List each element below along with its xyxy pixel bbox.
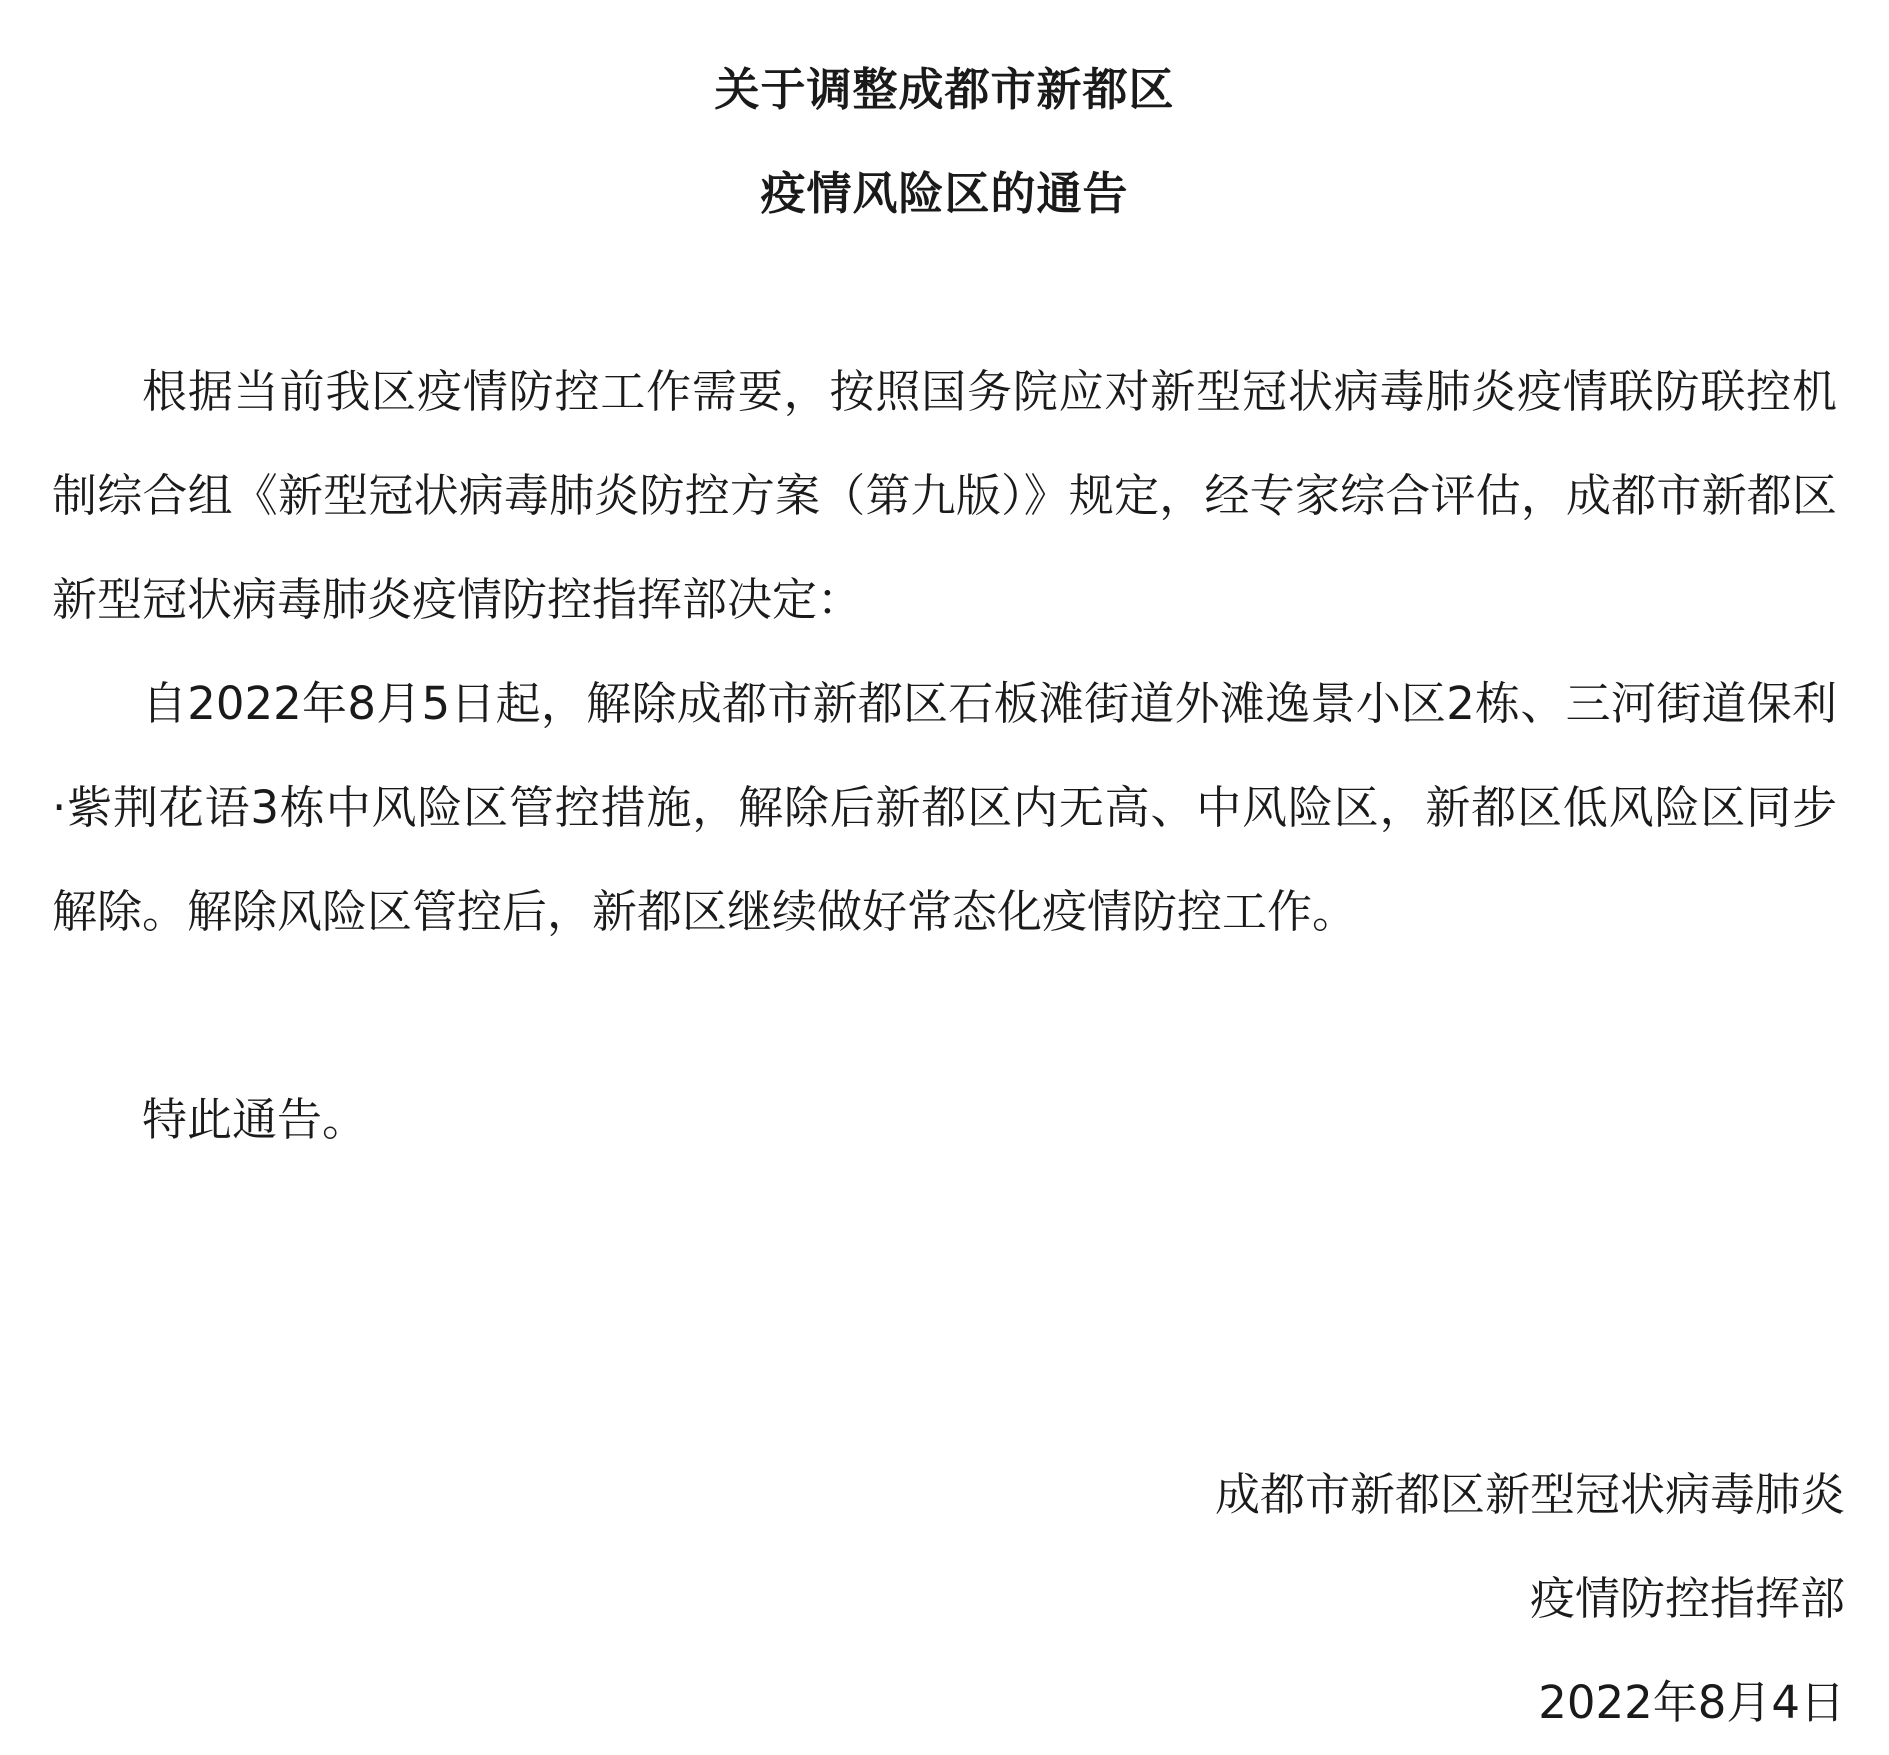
issue-date: 2022年8月4日 [1538,1676,1845,1729]
paragraph-2: 自2022年8月5日起，解除成都市新都区石板滩街道外滩逸景小区2栋、三河街道保利·紫荆花语3栋中风险区管控措施，解除后新都区内无高、中风险区，新都区低风险区同步解除。解除风险区管控后，新都区继续做好常态化疫情防控工作。 [52,677,1837,938]
issuing-org-line-2: 疫情防控指挥部 [1529,1572,1845,1625]
document-body [52,340,1837,1172]
closing-statement: 特此通告。 [142,1093,368,1146]
document-title-line-2: 疫情风险区的通告 [760,167,1129,220]
paragraph-1: 根据当前我区疫情防控工作需要，按照国务院应对新型冠状病毒肺炎疫情联防联控机制综合组《新型冠状病毒肺炎防控方案（第九版）》规定，经专家综合评估，成都市新都区新型冠状病毒肺炎疫情防控指挥部决定： [52,365,1837,626]
issuing-org-line-1: 成都市新都区新型冠状病毒肺炎 [1214,1468,1845,1521]
signature-block [1215,1443,1845,1755]
document-title-line-1: 关于调整成都市新都区 [714,63,1175,116]
